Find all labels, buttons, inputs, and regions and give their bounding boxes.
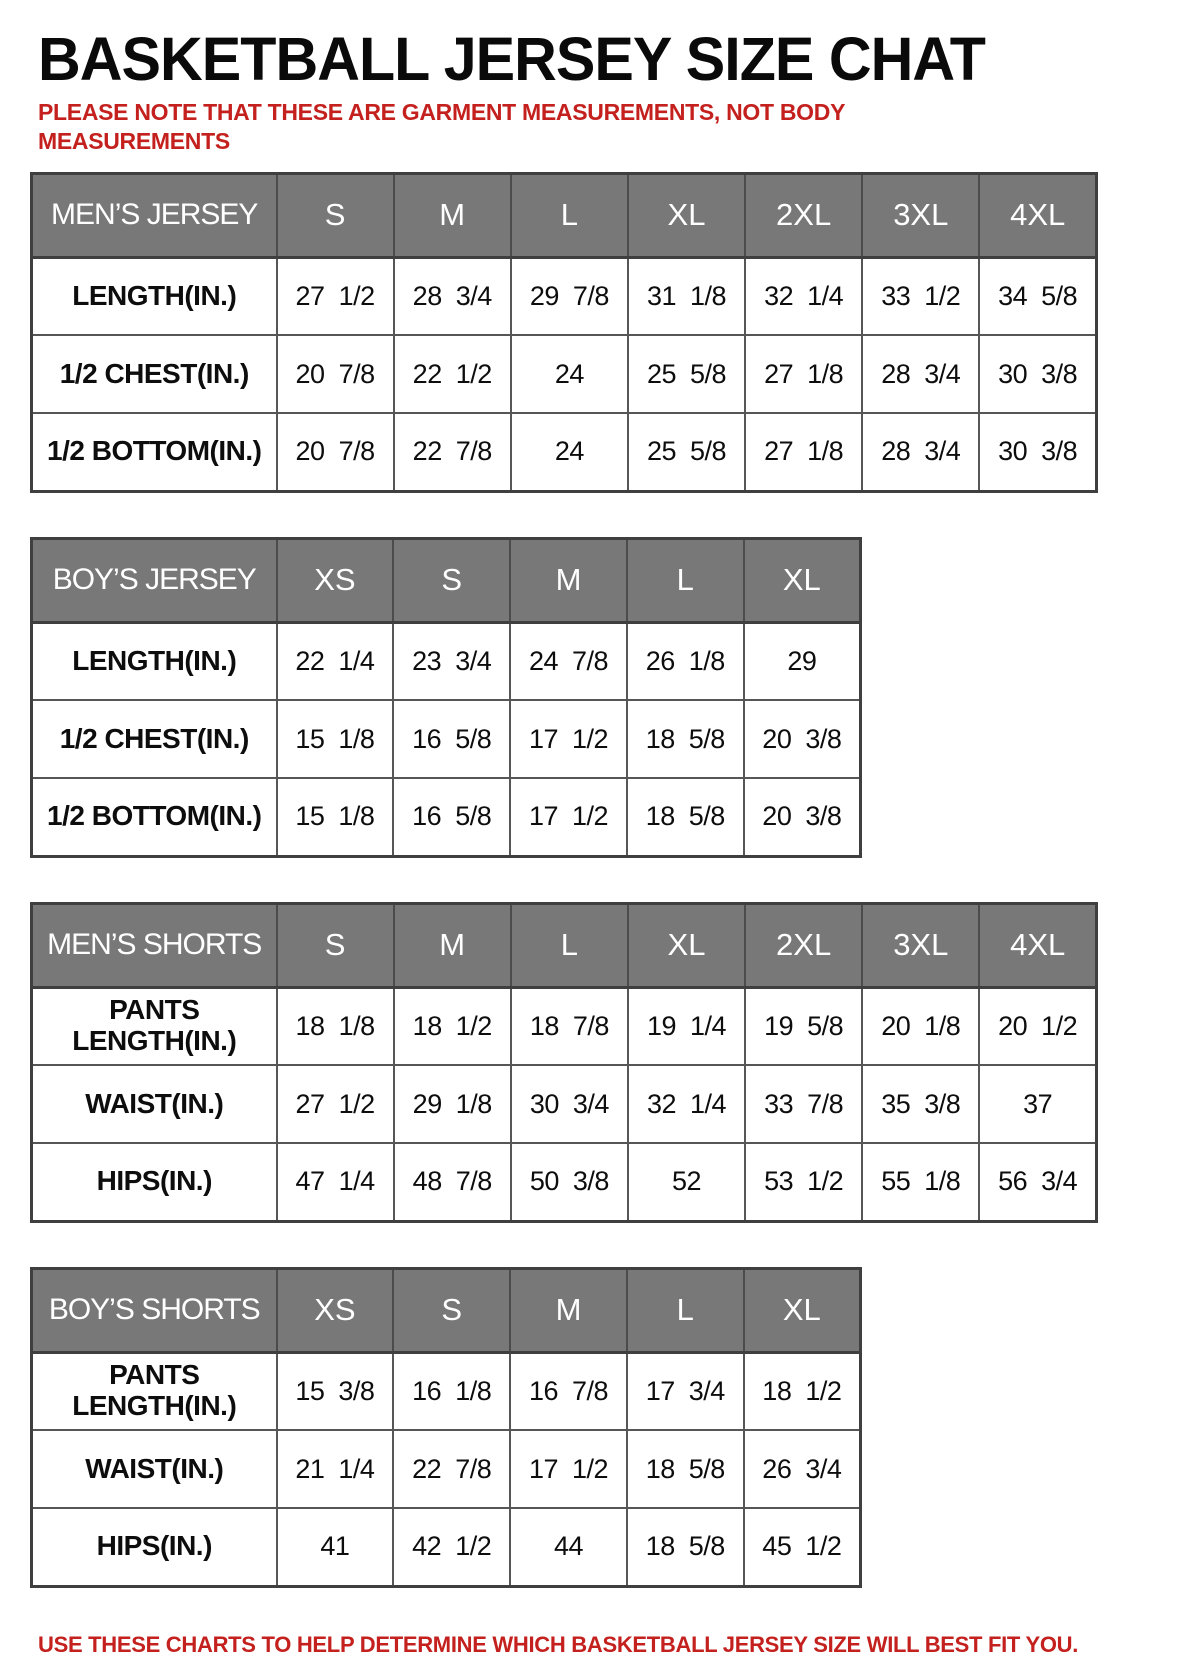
size-column-header: XL bbox=[744, 538, 861, 622]
header-row bbox=[32, 1268, 861, 1352]
size-value: 50 3/8 bbox=[511, 1143, 628, 1221]
size-value: 18 1/8 bbox=[277, 987, 394, 1065]
size-value: 24 bbox=[511, 335, 628, 413]
size-value: 22 7/8 bbox=[393, 1430, 510, 1508]
size-value: 16 5/8 bbox=[393, 778, 510, 856]
measurement-row bbox=[32, 1508, 861, 1586]
row-label: 1/2 CHEST(IN.) bbox=[32, 700, 277, 778]
size-column-header: M bbox=[510, 538, 627, 622]
size-column-header: 3XL bbox=[862, 173, 979, 257]
row-label: PANTS LENGTH(IN.) bbox=[32, 1352, 277, 1430]
table-title: BOY’S SHORTS bbox=[32, 1268, 277, 1352]
size-value: 24 7/8 bbox=[510, 622, 627, 700]
size-value: 20 7/8 bbox=[277, 335, 394, 413]
size-value: 34 5/8 bbox=[979, 257, 1096, 335]
size-value: 22 7/8 bbox=[394, 413, 511, 491]
page-title: BASKETBALL JERSEY SIZE CHAT bbox=[38, 25, 985, 93]
size-value: 19 1/4 bbox=[628, 987, 745, 1065]
measurement-row bbox=[32, 413, 1097, 491]
measurement-row bbox=[32, 335, 1097, 413]
header-row bbox=[32, 173, 1097, 257]
measurement-row bbox=[32, 1430, 861, 1508]
size-column-header: XS bbox=[277, 1268, 394, 1352]
size-value: 17 3/4 bbox=[627, 1352, 744, 1430]
mens-shorts-table bbox=[30, 902, 1098, 1223]
row-label: WAIST(IN.) bbox=[32, 1430, 277, 1508]
size-value: 18 7/8 bbox=[511, 987, 628, 1065]
size-value: 41 bbox=[277, 1508, 394, 1586]
size-value: 29 1/8 bbox=[394, 1065, 511, 1143]
size-value: 31 1/8 bbox=[628, 257, 745, 335]
size-value: 22 1/2 bbox=[394, 335, 511, 413]
size-value: 15 1/8 bbox=[277, 700, 394, 778]
size-value: 29 bbox=[744, 622, 861, 700]
size-column-header: XL bbox=[628, 903, 745, 987]
size-value: 18 5/8 bbox=[627, 1430, 744, 1508]
row-label: LENGTH(IN.) bbox=[32, 622, 277, 700]
row-label: 1/2 BOTTOM(IN.) bbox=[32, 413, 277, 491]
size-value: 30 3/8 bbox=[979, 413, 1096, 491]
size-value: 45 1/2 bbox=[744, 1508, 861, 1586]
size-value: 52 bbox=[628, 1143, 745, 1221]
mens-jersey-table bbox=[30, 172, 1098, 493]
size-column-header: S bbox=[393, 1268, 510, 1352]
size-column-header: S bbox=[277, 903, 394, 987]
size-column-header: XS bbox=[277, 538, 394, 622]
measurement-row bbox=[32, 622, 861, 700]
header-row bbox=[32, 903, 1097, 987]
size-value: 25 5/8 bbox=[628, 413, 745, 491]
size-value: 25 5/8 bbox=[628, 335, 745, 413]
measurement-row bbox=[32, 1065, 1097, 1143]
row-label: HIPS(IN.) bbox=[32, 1143, 277, 1221]
size-value: 27 1/8 bbox=[745, 335, 862, 413]
size-column-header: S bbox=[277, 173, 394, 257]
size-value: 17 1/2 bbox=[510, 1430, 627, 1508]
size-value: 18 1/2 bbox=[394, 987, 511, 1065]
size-value: 22 1/4 bbox=[277, 622, 394, 700]
size-value: 37 bbox=[979, 1065, 1096, 1143]
size-value: 17 1/2 bbox=[510, 778, 627, 856]
size-value: 26 1/8 bbox=[627, 622, 744, 700]
size-value: 18 1/2 bbox=[744, 1352, 861, 1430]
measurement-row bbox=[32, 778, 861, 856]
table-title: BOY’S JERSEY bbox=[32, 538, 277, 622]
size-value: 27 1/8 bbox=[745, 413, 862, 491]
size-value: 19 5/8 bbox=[745, 987, 862, 1065]
row-label: HIPS(IN.) bbox=[32, 1508, 277, 1586]
size-value: 18 5/8 bbox=[627, 778, 744, 856]
size-value: 47 1/4 bbox=[277, 1143, 394, 1221]
size-value: 28 3/4 bbox=[394, 257, 511, 335]
size-value: 29 7/8 bbox=[511, 257, 628, 335]
size-value: 44 bbox=[510, 1508, 627, 1586]
size-value: 15 1/8 bbox=[277, 778, 394, 856]
size-column-header: M bbox=[510, 1268, 627, 1352]
size-value: 30 3/8 bbox=[979, 335, 1096, 413]
table-title: MEN’S SHORTS bbox=[32, 903, 277, 987]
size-value: 16 1/8 bbox=[393, 1352, 510, 1430]
size-value: 18 5/8 bbox=[627, 1508, 744, 1586]
size-value: 33 7/8 bbox=[745, 1065, 862, 1143]
header-row bbox=[32, 538, 861, 622]
size-value: 20 3/8 bbox=[744, 778, 861, 856]
row-label: WAIST(IN.) bbox=[32, 1065, 277, 1143]
size-column-header: 4XL bbox=[979, 173, 1096, 257]
row-label: 1/2 CHEST(IN.) bbox=[32, 335, 277, 413]
size-value: 20 7/8 bbox=[277, 413, 394, 491]
size-value: 15 3/8 bbox=[277, 1352, 394, 1430]
size-column-header: 3XL bbox=[862, 903, 979, 987]
size-value: 55 1/8 bbox=[862, 1143, 979, 1221]
size-column-header: XL bbox=[744, 1268, 861, 1352]
size-value: 23 3/4 bbox=[393, 622, 510, 700]
size-value: 42 1/2 bbox=[393, 1508, 510, 1586]
size-value: 27 1/2 bbox=[277, 1065, 394, 1143]
size-value: 20 3/8 bbox=[744, 700, 861, 778]
size-value: 28 3/4 bbox=[862, 335, 979, 413]
table-title: MEN’S JERSEY bbox=[32, 173, 277, 257]
size-value: 32 1/4 bbox=[628, 1065, 745, 1143]
size-column-header: XL bbox=[628, 173, 745, 257]
garment-measurement-note: PLEASE NOTE THAT THESE ARE GARMENT MEASUREMENTS, NOT BODY MEASUREMENTS bbox=[38, 99, 845, 154]
size-value: 35 3/8 bbox=[862, 1065, 979, 1143]
boys-jersey-table bbox=[30, 537, 862, 858]
size-value: 48 7/8 bbox=[394, 1143, 511, 1221]
measurement-row bbox=[32, 987, 1097, 1065]
size-column-header: M bbox=[394, 173, 511, 257]
size-value: 32 1/4 bbox=[745, 257, 862, 335]
size-column-header: L bbox=[627, 538, 744, 622]
size-value: 16 7/8 bbox=[510, 1352, 627, 1430]
measurement-row bbox=[32, 1352, 861, 1430]
row-label: 1/2 BOTTOM(IN.) bbox=[32, 778, 277, 856]
size-value: 20 1/2 bbox=[979, 987, 1096, 1065]
boys-shorts-table bbox=[30, 1267, 862, 1588]
fit-advice-note: USE THESE CHARTS TO HELP DETERMINE WHICH BASKETBALL JERSEY SIZE WILL BEST FIT YOU. bbox=[38, 1631, 1079, 1657]
size-value: 24 bbox=[511, 413, 628, 491]
size-value: 56 3/4 bbox=[979, 1143, 1096, 1221]
size-value: 21 1/4 bbox=[277, 1430, 394, 1508]
measurement-row bbox=[32, 1143, 1097, 1221]
size-value: 20 1/8 bbox=[862, 987, 979, 1065]
measurement-row bbox=[32, 700, 861, 778]
size-value: 28 3/4 bbox=[862, 413, 979, 491]
measurement-row bbox=[32, 257, 1097, 335]
size-column-header: L bbox=[511, 903, 628, 987]
size-column-header: 2XL bbox=[745, 173, 862, 257]
size-column-header: S bbox=[393, 538, 510, 622]
size-column-header: M bbox=[394, 903, 511, 987]
size-column-header: L bbox=[627, 1268, 744, 1352]
size-value: 53 1/2 bbox=[745, 1143, 862, 1221]
size-value: 17 1/2 bbox=[510, 700, 627, 778]
size-value: 26 3/4 bbox=[744, 1430, 861, 1508]
size-column-header: 4XL bbox=[979, 903, 1096, 987]
row-label: LENGTH(IN.) bbox=[32, 257, 277, 335]
row-label: PANTS LENGTH(IN.) bbox=[32, 987, 277, 1065]
size-value: 16 5/8 bbox=[393, 700, 510, 778]
size-value: 33 1/2 bbox=[862, 257, 979, 335]
size-column-header: 2XL bbox=[745, 903, 862, 987]
size-column-header: L bbox=[511, 173, 628, 257]
size-value: 30 3/4 bbox=[511, 1065, 628, 1143]
size-value: 18 5/8 bbox=[627, 700, 744, 778]
size-value: 27 1/2 bbox=[277, 257, 394, 335]
